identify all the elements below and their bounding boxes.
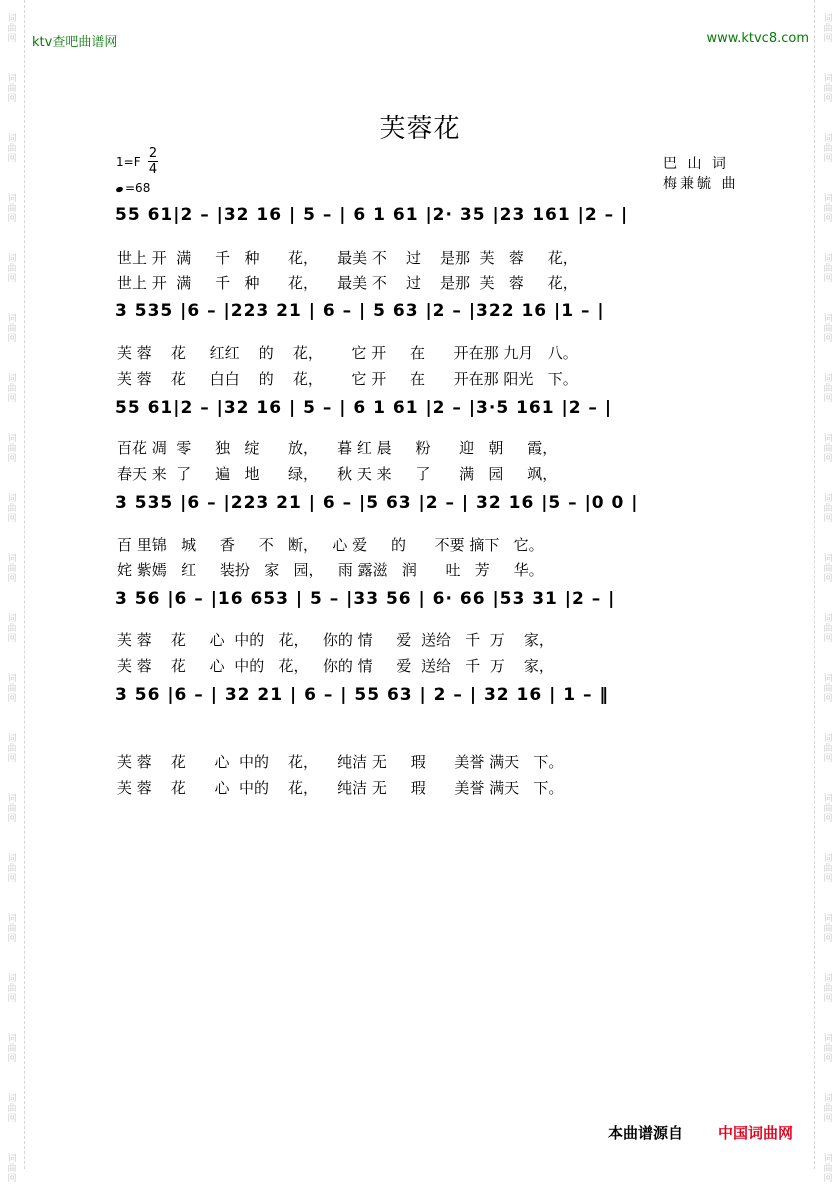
- watermark-text: 词 曲 网: [823, 134, 833, 164]
- watermark-text: 词 曲 网: [7, 314, 17, 344]
- footer-site-link[interactable]: 中国词曲网: [718, 1124, 794, 1142]
- quarter-note-icon: [115, 186, 123, 193]
- song-title: 芙蓉花: [379, 114, 461, 144]
- lyric-line: 芙 蓉 花 心 中的 花， 你的 情 爱 送给 千 万 家，: [117, 631, 554, 649]
- watermark-text: 词 曲 网: [7, 1034, 17, 1064]
- watermark-text: 词 曲 网: [7, 74, 17, 104]
- watermark-text: 词 曲 网: [7, 794, 17, 824]
- watermark-text: 词 曲 网: [823, 914, 833, 944]
- lyric-line: 春天 来 了 遍 地 绿， 秋 天 来 了 满 园 飒，: [117, 465, 558, 483]
- watermark-text: 词 曲 网: [7, 134, 17, 164]
- lyric-line: 芙 蓉 花 心 中的 花， 纯洁 无 瑕 美誉 满天 下。: [117, 779, 564, 797]
- watermark-text: 词 曲 网: [7, 494, 17, 524]
- watermark-text: 词 曲 网: [823, 554, 833, 584]
- watermark-text: 词 曲 网: [823, 1154, 833, 1184]
- watermark-text: 词 曲 网: [7, 854, 17, 884]
- watermark-text: 词 曲 网: [823, 254, 833, 284]
- lyricist-credit: 巴 山 词: [663, 156, 729, 172]
- left-site-link[interactable]: ktv查吧曲谱网: [32, 35, 118, 50]
- watermark-text: 词 曲 网: [7, 734, 17, 764]
- watermark-text: 词 曲 网: [823, 194, 833, 224]
- watermark-text: 词 曲 网: [823, 1034, 833, 1064]
- watermark-text: 词 曲 网: [7, 374, 17, 404]
- watermark-text: 词 曲 网: [823, 434, 833, 464]
- watermark-text: 词 曲 网: [823, 74, 833, 104]
- watermark-text: 词 曲 网: [7, 14, 17, 44]
- lyric-line: 芙 蓉 花 白白 的 花， 它 开 在 开在那 阳光 下。: [117, 370, 578, 388]
- right-site-link[interactable]: www.ktvc8.com: [706, 31, 809, 46]
- time-signature: [148, 146, 158, 177]
- watermark-text: 词 曲 网: [823, 974, 833, 1004]
- notation-row: [115, 299, 765, 333]
- notation-line: 55 61|2 – |32 16 | 5 – | 6 1 61 |2 – |3·5 161 |2 – |: [115, 398, 613, 418]
- key-signature: 1=F: [116, 155, 141, 169]
- watermark-text: 词 曲 网: [7, 674, 17, 704]
- watermark-text: 词 曲 网: [7, 914, 17, 944]
- watermark-text: 词 曲 网: [7, 1154, 17, 1184]
- watermark-text: 词 曲 网: [823, 854, 833, 884]
- lyric-line: 芙 蓉 花 心 中的 花， 纯洁 无 瑕 美誉 满天 下。: [117, 753, 564, 771]
- notation-row: [115, 396, 765, 430]
- lyric-line: 芙 蓉 花 心 中的 花， 你的 情 爱 送给 千 万 家，: [117, 657, 554, 675]
- footer-source-label: 本曲谱源自: [608, 1124, 684, 1142]
- lyric-line: 姹 紫嫣 红 装扮 家 园， 雨 露滋 润 吐 芳 华。: [117, 561, 544, 579]
- lyric-line: 世上 开 满 千 种 花， 最美 不 过 是那 芙 蓉 花，: [117, 274, 578, 292]
- watermark-text: 词 曲 网: [7, 194, 17, 224]
- watermark-text: 词 曲 网: [823, 14, 833, 44]
- lyric-line: 世上 开 满 千 种 花， 最美 不 过 是那 芙 蓉 花，: [117, 249, 578, 267]
- watermark-text: 词 曲 网: [823, 494, 833, 524]
- time-denominator: 4: [148, 162, 158, 177]
- notation-row: [115, 587, 765, 621]
- right-watermark-strip: [816, 0, 840, 1184]
- watermark-text: 词 曲 网: [7, 614, 17, 644]
- notation-line: 3 535 |6 – |223 21 | 6 – | 5 63 |2 – |322 16 |1 – |: [115, 301, 605, 321]
- notation-row: [115, 203, 765, 237]
- left-watermark-strip: [0, 0, 24, 1184]
- notation-line: 3 56 |6 – |16 653 | 5 – |33 56 | 6· 66 |53 31 |2 – |: [115, 589, 616, 609]
- watermark-text: 词 曲 网: [823, 314, 833, 344]
- notation-line: 55 61|2 – |32 16 | 5 – | 6 1 61 |2· 35 |23 161 |2 – |: [115, 205, 629, 225]
- lyric-line: 芙 蓉 花 红红 的 花， 它 开 在 开在那 九月 八。: [117, 344, 578, 362]
- watermark-text: 词 曲 网: [823, 734, 833, 764]
- watermark-text: 词 曲 网: [823, 794, 833, 824]
- time-numerator: 2: [148, 146, 158, 161]
- watermark-text: 词 曲 网: [7, 254, 17, 284]
- tempo-marking: [116, 181, 150, 195]
- credits: [663, 154, 738, 194]
- watermark-text: 词 曲 网: [7, 434, 17, 464]
- watermark-text: 词 曲 网: [7, 554, 17, 584]
- lyric-line: 百花 凋 零 独 绽 放， 暮 红 晨 粉 迎 朝 霞，: [117, 439, 558, 457]
- composer-credit: 梅兼毓 曲: [663, 176, 739, 192]
- watermark-text: 词 曲 网: [823, 614, 833, 644]
- left-margin-line: [24, 0, 25, 1169]
- watermark-text: 词 曲 网: [823, 674, 833, 704]
- right-margin-line: [814, 0, 815, 1169]
- watermark-text: 词 曲 网: [823, 374, 833, 404]
- notation-row: [115, 491, 765, 525]
- watermark-text: 词 曲 网: [823, 1094, 833, 1124]
- lyric-line: 百 里锦 城 香 不 断， 心 爱 的 不要 摘下 它。: [117, 536, 544, 554]
- notation-row: [115, 683, 765, 717]
- notation-line: 3 535 |6 – |223 21 | 6 – |5 63 |2 – | 32 16 |5 – |0 0 |: [115, 493, 639, 513]
- watermark-text: 词 曲 网: [7, 974, 17, 1004]
- tempo-value: =68: [125, 181, 151, 195]
- notation-line: 3 56 |6 – | 32 21 | 6 – | 55 63 | 2 – | 32 16 | 1 – ‖: [115, 685, 609, 705]
- watermark-text: 词 曲 网: [7, 1094, 17, 1124]
